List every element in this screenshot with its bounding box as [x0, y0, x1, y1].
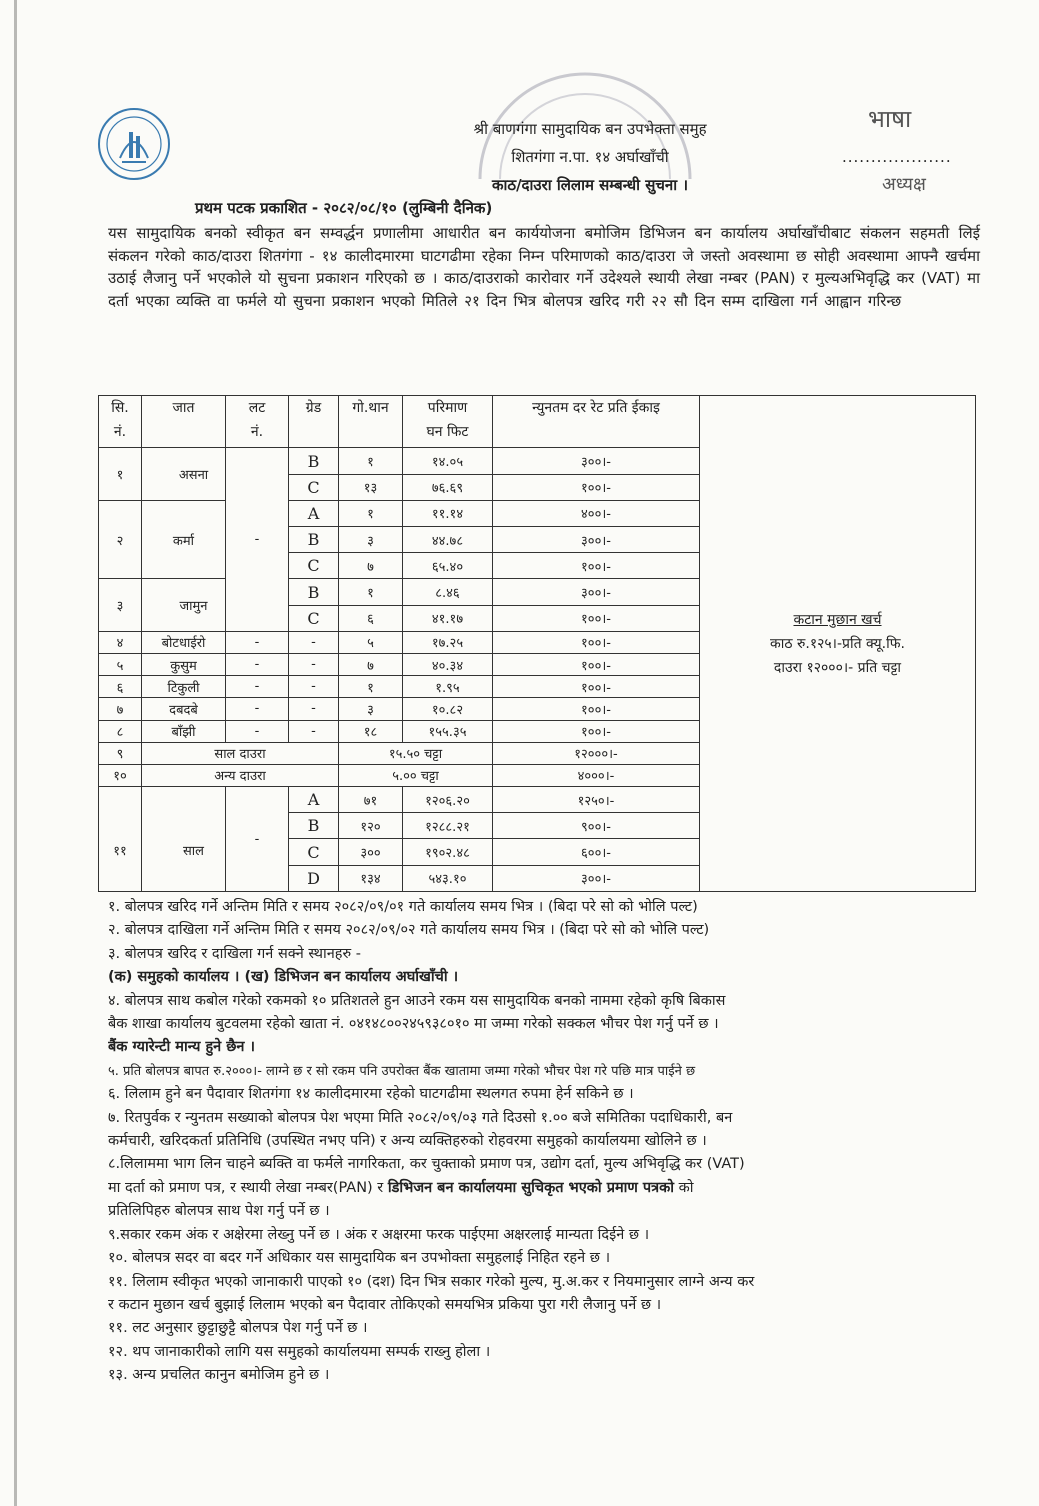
table-cell: ११.१४: [403, 500, 493, 526]
table-cell: B: [289, 448, 339, 474]
table-cell: दबदबे: [142, 698, 226, 720]
condition-1: १. बोलपत्र खरिद गर्ने अन्तिम मिति र समय २०८२/०९/०१ गते कार्यालय समय भित्र । (बिदा परे सो को भोलि पल्ट): [108, 899, 698, 915]
table-cell: -: [289, 631, 339, 653]
col-species: जात: [142, 396, 226, 448]
signature-handwriting: भाषा: [868, 105, 912, 133]
paper-fold-line: [14, 0, 17, 1506]
table-cell: बाँझी: [142, 720, 226, 742]
table-cell: A: [289, 500, 339, 526]
cutting-cost-title: कटान मुछान खर्च: [793, 611, 882, 628]
table-cell: -: [226, 787, 289, 892]
table-cell: -: [289, 720, 339, 742]
table-cell: D: [289, 865, 339, 891]
table-cell: ६००।-: [493, 839, 700, 865]
condition-11-cont: र कटान मुछान खर्च बुझाई लिलाम भएको बन पैदावार तोकिएको समयभित्र प्रकिया पुरा गरी लैजानु पर्ने छ ।: [108, 1296, 662, 1313]
table-cell: ३: [339, 698, 403, 720]
col-lot: लट नं.: [226, 396, 289, 448]
table-cell: अन्य दाउरा: [142, 764, 339, 786]
table-cell: -: [226, 720, 289, 742]
table-cell: ४०.३४: [403, 654, 493, 676]
table-cell: ६: [339, 605, 403, 631]
cutting-cost-timber: काठ रु.१२५।-प्रति क्यू.फि.: [770, 635, 905, 652]
table-cell: १८: [339, 720, 403, 742]
table-cell: C: [289, 605, 339, 631]
table-cell: १२०००।-: [493, 742, 700, 764]
condition-7-cont: कर्मचारी, खरिदकर्ता प्रतिनिधि (उपस्थित नभए पनि) र अन्य व्यक्तिहरुको रोहवरमा समुहको कार्यालयमा खोलिने छ ।: [108, 1133, 707, 1150]
table-cell: कर्मा: [142, 500, 226, 579]
table-cell: ७६.६९: [403, 474, 493, 500]
table-cell: ९: [99, 742, 142, 764]
col-grade: ग्रेड: [289, 396, 339, 448]
condition-13: १३. अन्य प्रचलित कानुन बमोजिम हुने छ ।: [108, 1367, 330, 1384]
condition-11: ११. लिलाम स्वीकृत भएको जानाकारी पाएको १० (दश) दिन भित्र सकार गरेको मुल्य, मु.अ.कर र नियमानुसार लाग्ने अन्य कर: [108, 1273, 755, 1290]
table-cell: असना: [142, 448, 226, 500]
table-cell: १.९५: [403, 676, 493, 698]
table-cell: ५४३.१०: [403, 865, 493, 891]
table-cell: ६५.४०: [403, 553, 493, 579]
condition-4: ४. बोलपत्र साथ कबोल गरेको रकमको १० प्रतिशतले हुन आउने रकम यस सामुदायिक बनको नाममा रहेको कृषि बिकास: [108, 992, 726, 1009]
table-cell: १५५.३५: [403, 720, 493, 742]
condition-6: ६. लिलाम हुने बन पैदावार शितगंगा १४ कालीदमारमा रहेको घाटगढीमा स्थलगत रुपमा हेर्न सकिने छ ।: [108, 1086, 634, 1103]
table-cell: ७: [339, 654, 403, 676]
table-cell: ३: [99, 579, 142, 631]
table-cell: १०: [99, 764, 142, 786]
table-cell: २: [99, 500, 142, 579]
org-logo-icon: [96, 106, 172, 182]
table-cell: -: [226, 631, 289, 653]
table-cell: -: [226, 676, 289, 698]
table-cell: ४४.७८: [403, 527, 493, 553]
org-name: श्री बाणगंगा सामुदायिक बन उपभेक्ता समुह: [473, 120, 707, 138]
table-cell: ३००।-: [493, 865, 700, 891]
table-cell: ४००।-: [493, 500, 700, 526]
condition-8-cont: मा दर्ता को प्रमाण पत्र, र स्थायी लेखा नम्बर(PAN) र डिभिजन बन कार्यालयमा सुचिकृत भएको प्रमाण पत्रको को: [108, 1179, 694, 1196]
condition-11-lots: ११. लट अनुसार छुट्टाछुट्टै बोलपत्र पेश गर्नु पर्ने छ ।: [108, 1320, 368, 1337]
condition-8-end: प्रतिलिपिहरु बोलपत्र साथ पेश गर्नु पर्ने छ ।: [108, 1203, 330, 1220]
table-cell: १९०२.४८: [403, 839, 493, 865]
cutting-cost-firewood: दाउरा १२०००।- प्रति चट्टा: [773, 659, 902, 676]
table-cell: ७: [339, 553, 403, 579]
org-address: शितगंगा न.पा. १४ अर्घाखाँची: [511, 148, 669, 166]
table-cell: जामुन: [142, 579, 226, 631]
table-cell: १७.२५: [403, 631, 493, 653]
table-cell: १२०६.२०: [403, 787, 493, 813]
table-cell: साल: [142, 787, 226, 892]
table-cell: १: [339, 500, 403, 526]
table-cell: -: [289, 676, 339, 698]
condition-7: ७. रितपुर्वक र न्युनतम सख्याको बोलपत्र पेश भएमा मिति २०८२/०९/०३ गते दिउसो १.०० बजे समितिका पदाधिकारी, बन: [108, 1109, 733, 1126]
condition-8: ८.लिलाममा भाग लिन चाहने ब्यक्ति वा फर्मले नागरिकता, कर चुक्ताको प्रमाण पत्र, उद्योग दर्ता, मुल्य अभिवृद्धि कर (VAT): [108, 1156, 745, 1173]
table-cell: १००।-: [493, 474, 700, 500]
table-cell: १००।-: [493, 676, 700, 698]
table-cell: -: [226, 654, 289, 676]
condition-10: १०. बोलपत्र सदर वा बदर गर्ने अधिकार यस सामुदायिक बन उपभोक्ता समुहलाई निहित रहने छ ।: [108, 1250, 611, 1267]
table-cell: C: [289, 553, 339, 579]
table-cell: १: [99, 448, 142, 500]
table-cell: ५.०० चट्टा: [339, 764, 493, 786]
cutting-cost-note: [700, 396, 976, 892]
table-cell: A: [289, 787, 339, 813]
condition-9: ९.सकार रकम अंक र अक्षेरमा लेख्नु पर्ने छ । अंक र अक्षरमा फरक पाईएमा अक्षरलाई मान्यता दिईने छ ।: [108, 1226, 650, 1243]
condition-4-guarantee: बैंक ग्यारेन्टी मान्य हुने छैन ।: [108, 1039, 256, 1056]
table-cell: टिकुली: [142, 676, 226, 698]
col-rate: न्युनतम दर रेट प्रति ईकाइ: [493, 396, 700, 448]
table-cell: १५.५० चट्टा: [339, 742, 493, 764]
table-cell: ३००।-: [493, 579, 700, 605]
table-cell: साल दाउरा: [142, 742, 339, 764]
signature-dots: ...................: [842, 148, 952, 166]
table-cell: C: [289, 839, 339, 865]
table-cell: १२०: [339, 813, 403, 839]
table-cell: ८.४६: [403, 579, 493, 605]
table-cell: ४०००।-: [493, 764, 700, 786]
table-cell: कुसुम: [142, 654, 226, 676]
table-cell: ३: [339, 527, 403, 553]
table-cell: ८: [99, 720, 142, 742]
table-cell: १: [339, 676, 403, 698]
table-cell: १००।-: [493, 698, 700, 720]
table-cell: ३००: [339, 839, 403, 865]
condition-12: १२. थप जानाकारीको लागि यस समुहको कार्यालयमा सम्पर्क राख्नु होला ।: [108, 1343, 491, 1360]
table-cell: १०.८२: [403, 698, 493, 720]
table-cell: -: [289, 654, 339, 676]
intro-paragraph: यस सामुदायिक बनको स्वीकृत बन सम्वर्द्धन प्रणालीमा आधारीत बन कार्ययोजना बमोजिम डिभिजन बन कार्यालय अर्घाखाँचीबाट संकलन सहमती लिई संकलन गरेको काठ/दाउरा शितगंगा - १४ कालीदमारमा घाटगढीमा रहेका निम्न परिमाणको काठ/दाउरा जे जस्तो अवस्थामा छ सोही अवस्थामा आफ्नै खर्चमा उठाई लैजानु पर्ने भएकोले यो सुचना प्रकाशन गरिएको छ । काठ/दाउराको कारोवार गर्ने उदेश्यले स्थायी लेखा नम्बर (PAN) र मुल्यअभिवृद्धि कर (VAT) मा दर्ता भएका व्यक्ति वा फर्मले यो सुचना प्रकाशन भएको मितिले २१ दिन भित्र बोलपत्र खरिद गरी २२ सौ दिन सम्म दाखिला गर्न आह्वान गरिन्छ: [108, 224, 980, 310]
table-cell: १: [339, 579, 403, 605]
table-cell: १००।-: [493, 654, 700, 676]
table-cell: १३: [339, 474, 403, 500]
table-cell: -: [289, 698, 339, 720]
col-count: गो.थान: [339, 396, 403, 448]
table-cell: १००।-: [493, 605, 700, 631]
table-cell: १४.०५: [403, 448, 493, 474]
table-cell: ४: [99, 631, 142, 653]
table-cell: १००।-: [493, 553, 700, 579]
condition-4-cont: बैक शाखा कार्यालय बुटवलमा रहेको खाता नं. ०४१४८००२४५९३८०१० मा जम्मा गरेको सक्कल भौचर पेश गर्नु पर्ने छ ।: [108, 1016, 719, 1033]
table-cell: ३००।-: [493, 527, 700, 553]
condition-2: २. बोलपत्र दाखिला गर्ने अन्तिम मिति र समय २०८२/०९/०२ गते कार्यालय समय भित्र । (बिदा परे सो को भोलि पल्ट): [108, 922, 710, 939]
table-cell: ३००।-: [493, 448, 700, 474]
auction-table: [98, 395, 976, 892]
table-cell: -: [226, 698, 289, 720]
notice-title: काठ/दाउरा लिलाम सम्बन्धी सुचना ।: [491, 176, 689, 194]
table-cell: ५: [339, 631, 403, 653]
table-cell: ७१: [339, 787, 403, 813]
table-cell: १३४: [339, 865, 403, 891]
signature-role: अध्यक्ष: [882, 174, 926, 195]
table-cell: बोटधाईरो: [142, 631, 226, 653]
table-cell: -: [226, 448, 289, 631]
table-cell: ५: [99, 654, 142, 676]
condition-3-places: (क) समुहको कार्यालय । (ख) डिभिजन बन कार्यालय अर्घाखाँची ।: [108, 969, 459, 986]
table-header-row: [99, 396, 976, 448]
table-cell: C: [289, 474, 339, 500]
table-cell: ११: [99, 787, 142, 892]
table-cell: B: [289, 579, 339, 605]
col-sn: सि. नं.: [99, 396, 142, 448]
table-cell: ९००।-: [493, 813, 700, 839]
table-cell: १००।-: [493, 631, 700, 653]
table-cell: ४१.१७: [403, 605, 493, 631]
table-cell: B: [289, 527, 339, 553]
table-cell: १२५०।-: [493, 787, 700, 813]
condition-3: ३. बोलपत्र खरिद र दाखिला गर्न सक्ने स्थानहरु -: [108, 945, 361, 962]
condition-5: ५. प्रति बोलपत्र बापत रु.२०००।- लाग्ने छ र सो रकम पनि उपरोक्त बैंक खातामा जम्मा गरेको भौचर पेश गरे पछि मात्र पाईने छ: [108, 1063, 696, 1079]
conditions-list: [108, 896, 988, 1388]
table-cell: १००।-: [493, 720, 700, 742]
table-cell: ७: [99, 698, 142, 720]
table-cell: ६: [99, 676, 142, 698]
table-cell: १२८८.२१: [403, 813, 493, 839]
table-cell: B: [289, 813, 339, 839]
published-line: प्रथम पटक प्रकाशित - २०८२/०८/१० (लुम्बिनी दैनिक): [195, 199, 493, 217]
table-cell: १: [339, 448, 403, 474]
col-volume: परिमाण घन फिट: [403, 396, 493, 448]
